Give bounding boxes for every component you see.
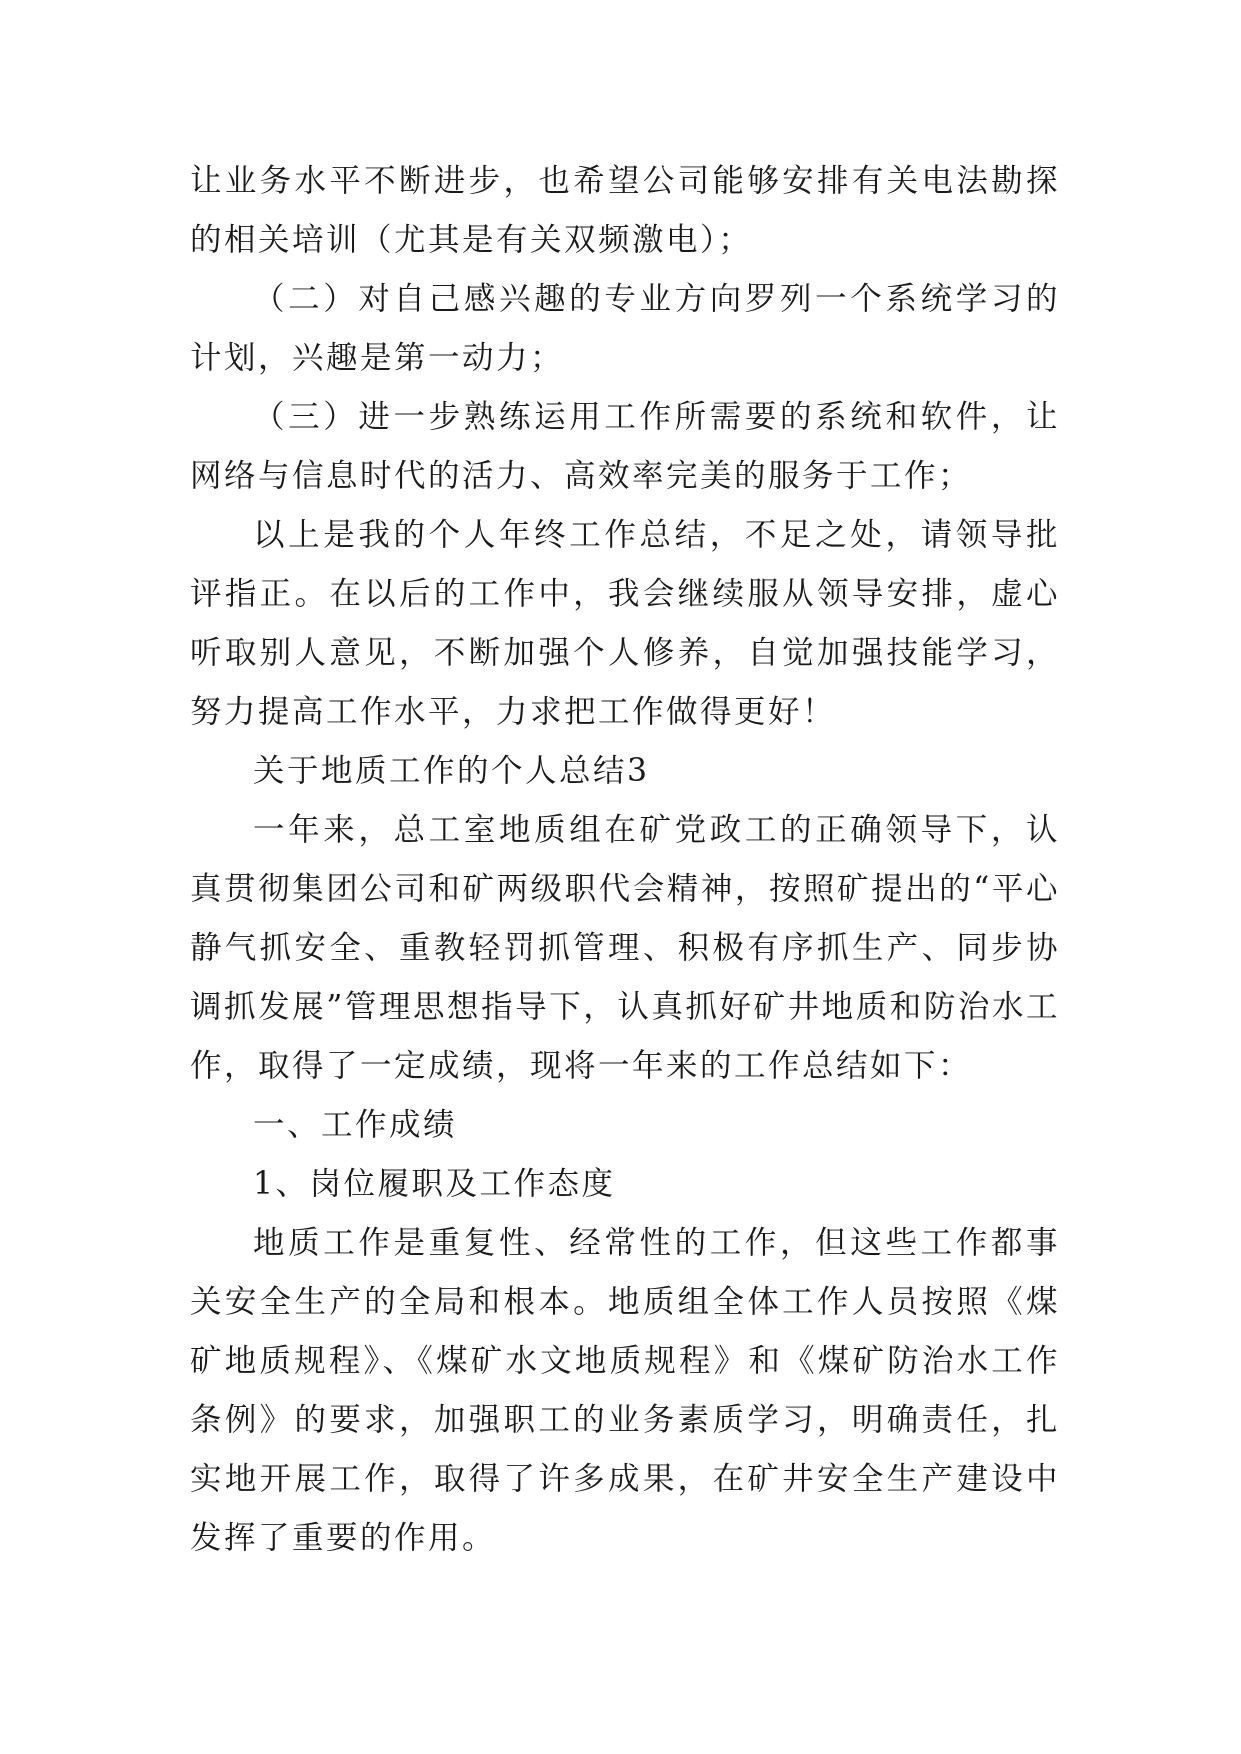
subheading-duty-attitude: 1、岗位履职及工作态度 <box>253 1166 616 1202</box>
paragraph-item-two: （二）对自己感兴趣的专业方向罗列一个系统学习的计划，兴趣是第一动力； <box>190 281 1060 376</box>
section-title: 关于地质工作的个人总结3 <box>253 753 650 789</box>
document-body <box>190 152 1060 1568</box>
heading-work-achievements: 一、工作成绩 <box>253 1107 458 1143</box>
paragraph-continued-training: 让业务水平不断进步，也希望公司能够安排有关电法勘探的相关培训（尤其是有关双频激电）； <box>190 163 1060 258</box>
paragraph-closing: 以上是我的个人年终工作总结，不足之处，请领导批评指正。在以后的工作中，我会继续服从领导安排，虚心听取别人意见，不断加强个人修养，自觉加强技能学习，努力提高工作水平，力求把工作做得更好！ <box>190 517 1060 730</box>
paragraph-geology-work: 地质工作是重复性、经常性的工作，但这些工作都事关安全生产的全局和根本。地质组全体工作人员按照《煤矿地质规程》、《煤矿水文地质规程》和《煤矿防治水工作条例》的要求，加强职工的业务素质学习，明确责任，扎实地开展工作，取得了许多成果，在矿井安全生产建设中发挥了重要的作用。 <box>190 1225 1060 1556</box>
paragraph-item-three: （三）进一步熟练运用工作所需要的系统和软件，让网络与信息时代的活力、高效率完美的服务于工作； <box>190 399 1060 494</box>
paragraph-intro: 一年来，总工室地质组在矿党政工的正确领导下，认真贯彻集团公司和矿两级职代会精神，按照矿提出的“平心静气抓安全、重教轻罚抓管理、积极有序抓生产、同步协调抓发展”管理思想指导下，认真抓好矿井地质和防治水工作，取得了一定成绩，现将一年来的工作总结如下： <box>190 812 1060 1084</box>
